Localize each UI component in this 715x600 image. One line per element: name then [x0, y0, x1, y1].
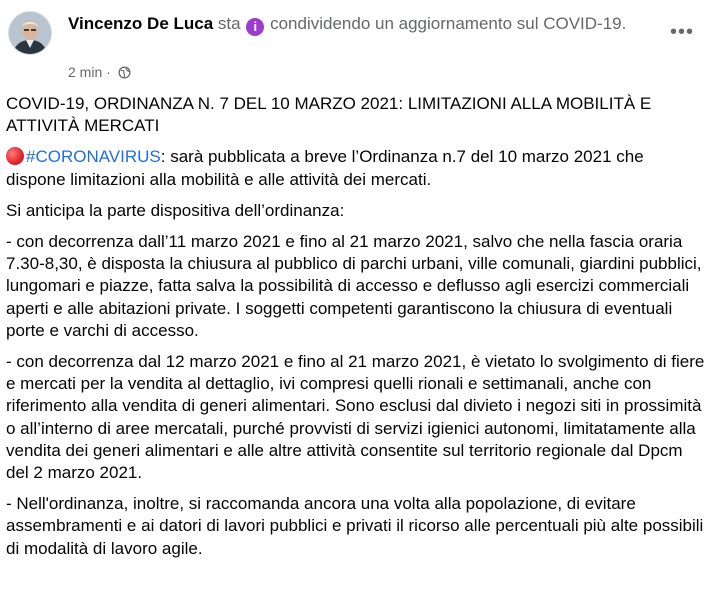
post-meta [68, 63, 131, 83]
globe-icon[interactable] [118, 65, 131, 83]
hashtag-link[interactable]: #CORONAVIRUS [26, 147, 161, 167]
post-lead: Si anticipa la parte dispositiva dell’ordinanza: [6, 200, 345, 220]
author-name[interactable]: Vincenzo De Luca [68, 14, 214, 33]
post-attribution [68, 12, 660, 36]
more-horizontal-icon: ••• [669, 21, 694, 43]
post-intro [6, 146, 706, 190]
meta-separator: · [106, 64, 111, 80]
post-content [6, 93, 706, 569]
post-title: COVID-19, ORDINANZA N. 7 DEL 10 MARZO 2021: LIMITAZIONI ALLA MOBILITÀ E ATTIVITÀ MERCATI [6, 94, 652, 136]
activity-text: condividendo un aggiornamento sul COVID-19. [270, 14, 627, 33]
info-circle-icon: i [246, 18, 264, 36]
post-paragraph: - con decorrenza dal 12 marzo 2021 e fino al 21 marzo 2021, è vietato lo svolgimento di fiere e mercati per la vendita al dettaglio, ivi compresi quelli rionali e settimanali, anche con riferimento alla vendita di generi alimentari. Sono esclusi dal divieto i negozi siti in prossimità o all’interno di aree mercatali, purché provvisti di servizi igienici autonomi, limitatamente alla vendita dei generi alimentari e alle altre attività consentite sul territorio regionale dal Dpcm del 2 marzo 2021. [6, 352, 705, 483]
more-options-button[interactable] [662, 14, 702, 50]
post-header [0, 0, 715, 90]
red-circle-icon [6, 147, 24, 165]
avatar-photo-icon [9, 12, 51, 54]
post-paragraph: - Nell'ordinanza, inoltre, si raccomanda ancora una volta alla popolazione, di evitare assembramenti e ai datori di lavori pubblici e privati il ricorso alle percentuali più alte possibili di modalità di lavoro agile. [6, 494, 704, 558]
author-avatar[interactable] [8, 11, 52, 55]
post-timestamp[interactable]: 2 min [68, 64, 103, 80]
intro-text: : sarà pubblicata a breve l’Ordinanza n.7 del 10 marzo 2021 che dispone limitazioni alla mobilità e alle attività dei mercati. [6, 147, 644, 189]
activity-verb: sta [217, 14, 241, 33]
post-paragraph: - con decorrenza dall’11 marzo 2021 e fino al 21 marzo 2021, salvo che nella fascia oraria 7.30-8,30, è disposta la chiusura al pubblico di parchi urbani, ville comunali, giardini pubblici, lungomari e piazze, fatta salva la possibilità di accesso e deflusso agli esercizi commerciali aperti e alle abitazioni private. I soggetti competenti garantiscono la chiusura di eventuali porte e varchi di accesso. [6, 232, 702, 340]
